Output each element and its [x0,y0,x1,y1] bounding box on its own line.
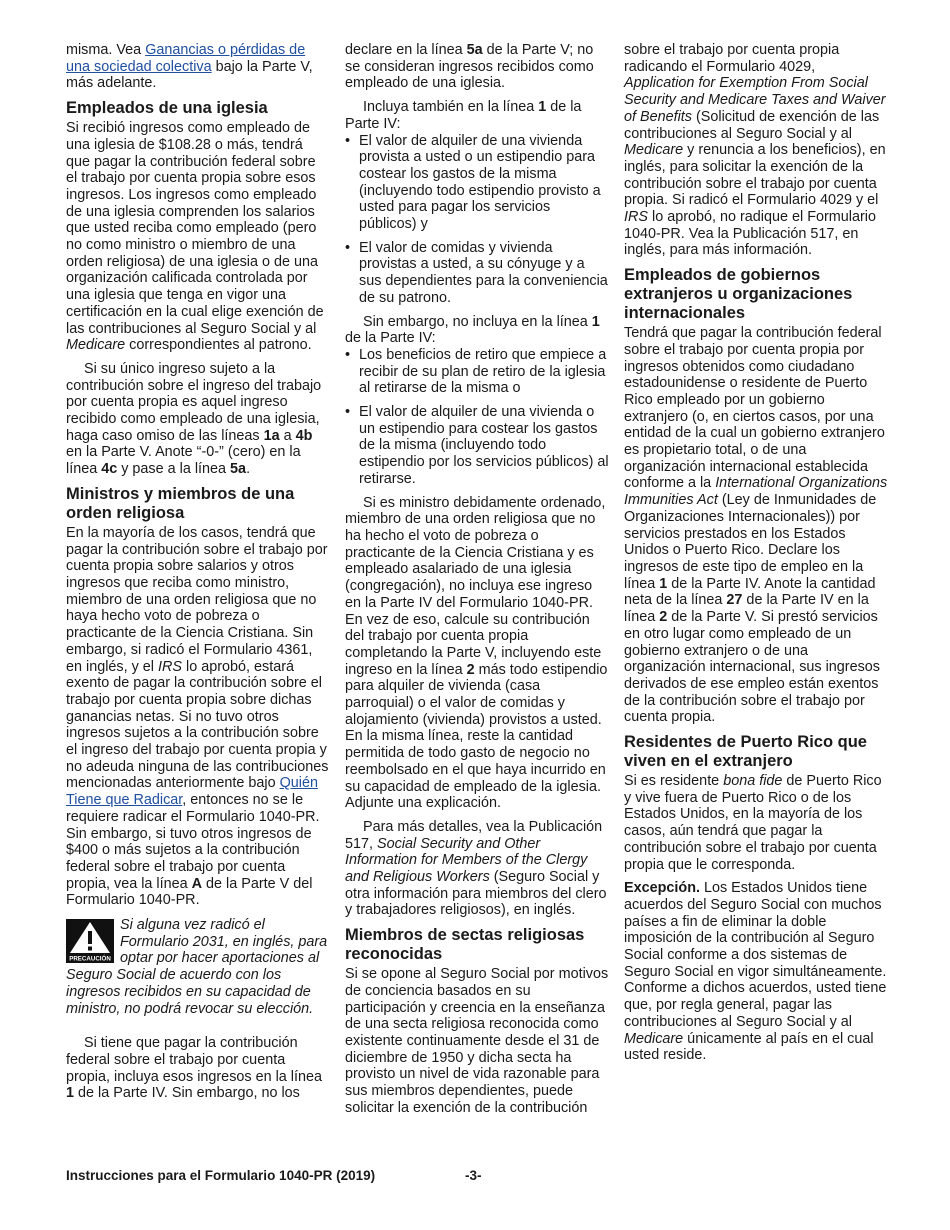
caution-warning-icon [66,919,114,963]
heading-ministers: Ministros y miembros de una orden religiosa [66,484,295,522]
heading-church-employees: Empleados de una iglesia [66,99,268,118]
religious-sects-paragraph: Si se opone al Seguro Social por motivos de conciencia basados en su participación y creencia en la enseñanza de una secta religiosa reconocida como existente continuamente desde el 31 de diciembre de 1950 y dicha secta ha provisto un nivel de vida razonable para sus miembros dependientes, puede solicitar la exención de la contribución [345,966,609,1116]
bullet-item: • El valor de comidas y vivienda provistas a usted, a su cónyuge y a sus dependientes para la conveniencia de su patrono. [345,239,608,306]
declare-paragraph: declare en la línea 5a de la Parte V; no se consideran ingresos recibidos como empleado de una iglesia. [345,42,594,92]
residents-abroad-paragraph: Si es residente bona fide de Puerto Rico y vive fuera de Puerto Rico o de los Estados Unidos, en la mayoría de los casos, aún tendrá que pagar la contribución sobre el trabajo por cuenta propia que le corresponda. [624,773,882,873]
column-2 [345,42,609,1116]
caution-text: Si alguna vez radicó el Formulario 2031, en inglés, para optar por hacer aportaciones al Seguro Social de acuerdo con los ingresos recibidos en su capacidad de ministro, no podrá revocar su elección. [66,917,328,1017]
caution-note [66,917,330,1017]
intro-paragraph: misma. Vea Ganancias o pérdidas de una sociedad colectiva bajo la Parte V, más adelante. [66,42,313,92]
partnership-link[interactable]: Ganancias o pérdidas de una sociedad colectiva [66,42,306,75]
foreign-governments-paragraph: Tendrá que pagar la contribución federal sobre el trabajo por cuenta propia por ingresos obtenidos como ciudadano estadounidense o residente de Puerto Rico empleado por un gobierno extranjero (o, en ciertos casos, por una entidad de la cual un gobierno extranjero es propietario total, o de una organización internacional establecida conforme a la International Organizations Immunities Act (Ley de Inmunidades de Organizaciones Internacionales)) por servicios prestados en los Estados Unidos o Puerto Rico. Declare los ingresos de este tipo de empleo en la línea 1 de la Parte IV. Anote la cantidad neta de la línea 27 de la Parte IV en la línea 2 de la Parte V. Si prestó servicios en otro lugar como empleado de un gobierno extranjero o de una organización internacional, sus ingresos derivados de ese empleo están exentos de la contribución sobre el trabajo por cuenta propia. [624,325,888,726]
bullet-item: • El valor de alquiler de una vivienda provista a usted o un estipendio para costear los gastos de la misma (incluyendo todo estipendio provisto a usted para pagar los servicios públicos) y [345,132,601,233]
heading-residents-abroad: Residentes de Puerto Rico que viven en el extranjero [624,733,867,771]
exception-paragraph: Excepción. Los Estados Unidos tiene acuerdos del Seguro Social con muchos países a fin de eliminar la doble imposición de la contribución al Seguro Social conforme a dos sistemas de Seguro Social en vigor simultáneamente. Conforme a dichos acuerdos, usted tiene que, por regla general, pagar las contribuciones al Seguro Social y al Medicare únicamente al país en el cual usted reside. [624,880,887,1064]
ordained-minister-paragraph: Si es ministro debidamente ordenado, miembro de una orden religiosa que no ha hecho el voto de pobreza o practicante de la Ciencia Cristiana y es empleado asalariado de una iglesia (congregación), no incluya ese ingreso en la Parte IV del Formulario 1040-PR. En vez de eso, calcule su contribución del trabajo por cuenta propia completando la Parte V, incluyendo este ingreso en la línea 2 más todo estipendio para alquiler de vivienda (casa parroquial) o el valor de comidas y alojamiento (vivienda) provistos a usted. En la misma línea, reste la cantidad permitida de todo gasto de negocio no reembolsado en el que haya incurrido en su capacidad de empleado de la iglesia. Adjunte una explicación. [345,494,608,812]
exclude-paragraph: Sin embargo, no incluya en la línea 1 de la Parte IV: [345,313,600,347]
church-employees-paragraph: Si recibió ingresos como empleado de una iglesia de $108.28 o más, tendrá que pagar la contribución federal sobre el trabajo por cuenta propia sobre esos ingresos. Los ingresos como empleado de una iglesia comprenden los salarios que usted reciba como empleado (pero no como ministro o miembro de una orden religiosa) de una iglesia o de una organización calificada controlada por una iglesia que tenga en vigor una certificación en la cual elige exención de las contribuciones al Seguro Social y al Medicare correspondientes al patrono. [66,120,324,354]
self-employment-paragraph: Si tiene que pagar la contribución federal sobre el trabajo por cuenta propia, incluya esos ingresos en la línea 1 de la Parte IV. Sin embargo, no los [66,1035,322,1102]
caution-label: PRECAUCIÓN [69,955,111,963]
heading-religious-sects: Miembros de sectas religiosas reconocidas [345,926,585,964]
page-number: -3- [465,1168,482,1183]
form-4029-paragraph: sobre el trabajo por cuenta propia radicando el Formulario 4029, Application for Exemption From Social Security and Medicare Taxes and Waiver of Benefits (Solicitud de exención de las contribuciones al Seguro Social y al Medicare y renuncia a los beneficios), en inglés, para solicitar la exención de la contribución sobre el trabajo por cuenta propia. Si radicó el Formulario 4029 y el IRS lo aprobó, no radique el Formulario 1040-PR. Vea la Publicación 517, en inglés, para más información. [624,42,886,259]
church-only-income-paragraph: Si su único ingreso sujeto a la contribución sobre el ingreso del trabajo por cuenta propia es aquel ingreso recibido como empleado de una iglesia, haga caso omiso de las líneas 1a a 4b en la Parte V. Anote “-0-” (cero) en la línea 4c y pase a la línea 5a. [66,360,322,478]
column-3 [624,42,888,1064]
ministers-paragraph: En la mayoría de los casos, tendrá que pagar la contribución sobre el trabajo por cuenta propia sobre salarios y otros ingresos que reciba como ministro, miembro de una orden religiosa que no haya hecho voto de pobreza o practicante de la Ciencia Cristiana. Sin embargo, si radicó el Formulario 4361, en inglés, y el IRS lo aprobó, estará exento de pagar la contribución sobre el trabajo por cuenta propia sobre dichas ganancias netas. Si no tuvo otros ingresos sujetos a la contribución sobre el ingreso del trabajo por cuenta propia y no adeuda ninguna de las contribuciones mencionadas anteriormente bajo Quién Tiene que Radicar, entonces no se le requiere radicar el Formulario 1040-PR. Sin embargo, si tuvo otros ingresos de $400 o más sujetos a la contribución federal sobre el trabajo por cuenta propia, vea la línea A de la Parte V del Formulario 1040-PR. [66,524,329,909]
bullet-item: • El valor de alquiler de una vivienda o un estipendio para costear los gastos de la misma (incluyendo todo estipendio por los servicios públicos) al retirarse. [345,404,609,487]
include-paragraph: Incluya también en la línea 1 de la Parte IV: [345,99,582,132]
more-details-paragraph: Para más detalles, vea la Publicación 517, Social Security and Other Information for Members of the Clergy and Religious Workers (Seguro Social y otra información para miembros del clero y trabajadores religiosos), en inglés. [345,818,607,919]
bullet-item: • Los beneficios de retiro que empiece a recibir de su plan de retiro de la iglesia al retirarse de la misma o [345,346,607,397]
page-footer [66,1168,888,1188]
heading-foreign-governments: Empleados de gobiernos extranjeros u organizaciones internacionales [624,266,853,323]
footer-title: Instrucciones para el Formulario 1040-PR (2019) [66,1168,376,1183]
column-1 [66,42,330,1102]
who-must-file-link[interactable]: Quién Tiene que Radicar [66,775,318,809]
